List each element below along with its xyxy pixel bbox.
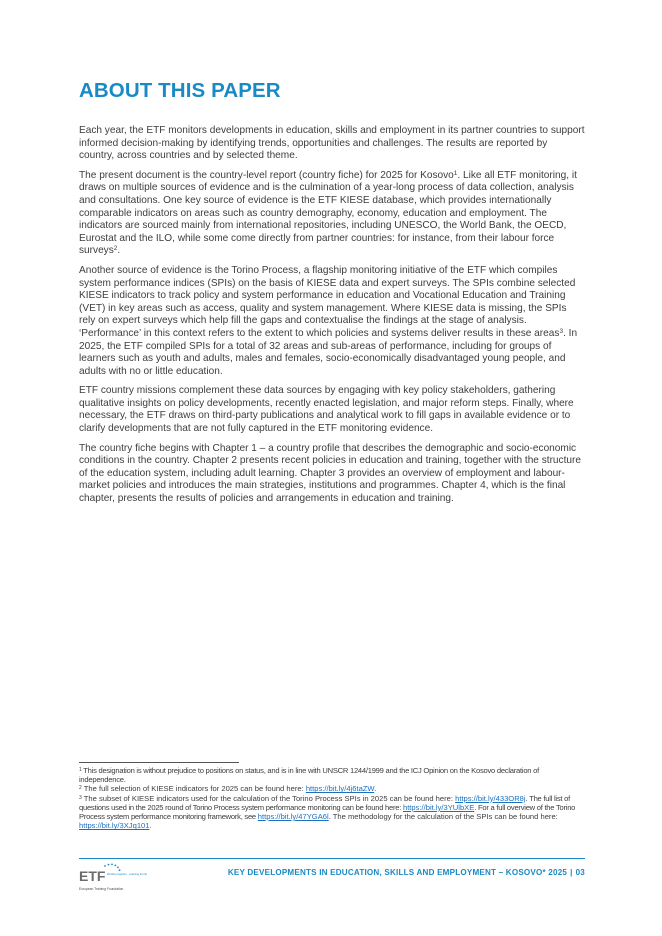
paragraph-torino-process (79, 265, 585, 378)
footnote-3-link-d[interactable]: https://bit.ly/3XJq101 (79, 821, 150, 831)
footnote-ref-2[interactable]: 2 (113, 245, 118, 253)
footnote-3-link-c[interactable]: https://bit.ly/47YGA6l (257, 812, 329, 822)
footnote-3-marker: 3 (79, 794, 82, 801)
page-number: 03 (575, 868, 585, 877)
footer-report-title: KEY DEVELOPMENTS IN EDUCATION, SKILLS AND EMPLOYMENT – KOSOVO* 2025 (227, 868, 568, 877)
footnote-3 (79, 794, 585, 831)
footnote-2-end: . (374, 784, 377, 794)
footnote-3-end: . (149, 821, 152, 831)
etf-logo-stars-icon (104, 864, 120, 872)
footnote-1-marker: 1 (79, 767, 82, 773)
footnote-3-text-c: . For a full overview of the Torino Process system performance monitoring framework, see (79, 802, 576, 822)
paragraph-torino-rest: . In 2025, the ETF compiled SPIs for a total of 32 areas and sub-areas of performance, including for groups of learners such as youth and adults, males and females, socio-economically disadvantaged young people, and adults with no or little education. (79, 327, 578, 377)
running-footer (171, 868, 585, 877)
etf-logo (79, 862, 147, 894)
paragraph-chapters: The country fiche begins with Chapter 1 – a country profile that describes the demographic and socio-economic conditions in the country. Chapter 2 presents recent policies in education and training, together with the structure of the education system, including adult learning. Chapter 3 provides an overview of employment and labour-market policies and introduces the main strategies, institutions and programmes. Chapter 4, which is the final chapter, presents the results of policies and arrangements in education and training. (79, 442, 581, 505)
footnote-3-text-d: . The methodology for the calculation of the SPIs can be found here: (328, 812, 558, 822)
footnote-3-link-a[interactable]: https://bit.ly/433OR8j (455, 793, 526, 803)
footnote-ref-3[interactable]: 3 (559, 327, 564, 335)
footnotes (79, 766, 585, 830)
paragraph-country-fiche (79, 170, 585, 258)
footer-separator: | (570, 868, 573, 877)
etf-logo-org: European Training Foundation (79, 887, 124, 891)
paragraph-country-missions: ETF country missions complement these data sources by engaging with key policy stakeholders, gathering qualitative insights on policy developments, recently enacted legislation, and major reform steps. Finally, where necessary, the ETF draws on third-party publications and analytical work to fill gaps in available evidence or to clarify developments that are not fully captured in the ETF monitoring evidence. (79, 385, 574, 435)
body-text (79, 125, 585, 513)
paragraph-country-fiche-rest: . Like all ETF monitoring, it draws on multiple sources of evidence and is the culmination of a year-long process of data collection, analysis and consultations. One key source of evidence is the ETF KIESE database, which provides internationally comparable indicators on areas such as country demography, economy, education and employment. The indicators are sourced mainly from international repositories, including UNESCO, the World Bank, the OECD, Eurostat and the ILO, while some come directly from partner countries: for instance, from their labour force surveys (79, 169, 577, 257)
etf-logo-tagline: Working together · Learning for life (107, 873, 147, 876)
footnote-2-link[interactable]: https://bit.ly/4j6taZW (305, 784, 375, 794)
paragraph-country-fiche-start: The present document is the country-level report (country fiche) for 2025 for Kosovo (79, 169, 454, 181)
footer-divider (79, 858, 585, 859)
footnote-3-link-b[interactable]: https://bit.ly/3YUlbXE (402, 802, 475, 812)
footnote-divider (79, 762, 239, 763)
footnote-2-text: The full selection of KIESE indicators for 2025 can be found here: (83, 784, 306, 794)
footnote-2 (79, 784, 585, 793)
footnote-ref-1[interactable]: 1 (453, 169, 458, 177)
paragraph-country-fiche-end: . (117, 245, 121, 257)
paragraph-torino-start: Another source of evidence is the Torino Process, a flagship monitoring initiative of the ETF which compiles system performance indices (SPIs) on the basis of KIESE data and expert surveys. The SPIs combine selected KIESE indicators to track policy and system performance in education and Vocational Education and Training (VET) in key areas such as access, quality and system management. Where KIESE data is missing, the SPIs rely on expert surveys which help fill the gaps and contextualise the findings at the stage of analysis. ‘Performance’ in this context refers to the extent to which policies and systems deliver results in these areas (79, 264, 576, 339)
footnote-3-text-a: The subset of KIESE indicators used for the calculation of the Torino Process SPIs in 2025 can be found here: (83, 793, 456, 803)
footnote-1-text: This designation is without prejudice to positions on status, and is in line with UNSCR 1244/1999 and the ICJ Opinion on the Kosovo declaration of independence. (79, 766, 539, 785)
page-title: ABOUT THIS PAPER (79, 79, 281, 102)
etf-logo-mark: ETF (79, 868, 106, 884)
footnote-2-marker: 2 (79, 785, 82, 792)
footnote-3-text-b: . The full list of questions used in the 2025 round of Torino Process system performance monitoring can be found here: (79, 793, 570, 812)
paragraph-intro: Each year, the ETF monitors developments in education, skills and employment in its partner countries to support informed decision-making by identifying trends, opportunities and challenges. The results are reported by country, across countries and by selected theme. (79, 125, 585, 162)
footnote-1 (79, 766, 585, 784)
